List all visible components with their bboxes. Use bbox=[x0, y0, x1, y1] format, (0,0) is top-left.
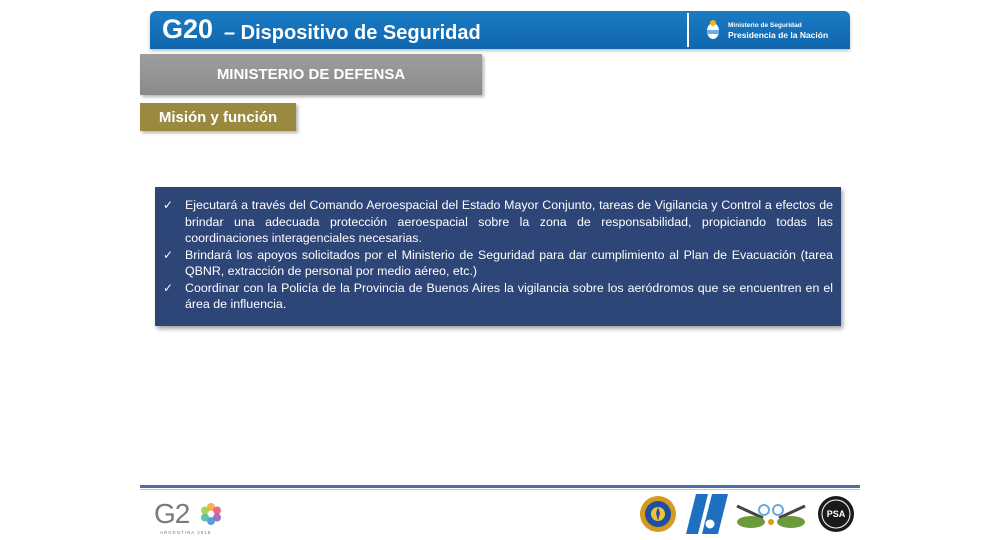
g20-flower-icon bbox=[198, 501, 224, 527]
bullet-text: Brindará los apoyos solicitados por el Ministerio de Seguridad para dar cumplimiento al Plan de Evacuación (tarea QBNR, extracción de personal por medio aéreo, etc.) bbox=[185, 247, 833, 278]
gendarmeria-wings-icon bbox=[733, 496, 809, 534]
header-ministry-line1: Ministerio de Seguridad bbox=[728, 22, 802, 29]
police-badge-icon bbox=[638, 494, 678, 534]
argentina-shield-icon bbox=[706, 19, 720, 41]
header-ministry-line2: Presidencia de la Nación bbox=[728, 30, 829, 40]
check-icon: ✓ bbox=[163, 280, 174, 295]
bullet-item bbox=[163, 247, 833, 280]
footer-divider bbox=[140, 485, 860, 488]
psa-badge-text: PSA bbox=[826, 509, 846, 519]
ministry-banner: MINISTERIO DE DEFENSA bbox=[140, 54, 482, 95]
header-divider bbox=[687, 13, 689, 47]
bullet-item bbox=[163, 280, 833, 313]
header-title-sub: – Dispositivo de Seguridad bbox=[224, 22, 481, 44]
content-box bbox=[155, 187, 841, 326]
footer-divider-thin bbox=[140, 489, 860, 490]
check-icon: ✓ bbox=[163, 198, 174, 212]
bullet-text: Coordinar con la Policía de la Provincia de Buenos Aires la vigilancia sobre los aeródromos que se encuentren en el área de influencia. bbox=[185, 280, 833, 311]
g20-logo-country: ARGENTINA 2018 bbox=[160, 530, 212, 535]
header-bar bbox=[150, 11, 850, 49]
header-title-main: G20 bbox=[162, 14, 214, 44]
check-icon: ✓ bbox=[163, 247, 174, 262]
bullet-text: Ejecutará a través del Comando Aeroespacial del Estado Mayor Conjunto, tareas de Vigilancia y Control a efectos de brindar una adecuada protección aeroespacial sobre la zona de responsabilidad, propiciando todas las coordinaciones interagenciales necesarias. bbox=[185, 198, 833, 245]
bullet-list bbox=[163, 197, 833, 313]
naval-prefecture-icon bbox=[686, 494, 728, 534]
section-tag: Misión y función bbox=[140, 103, 296, 131]
g20-logo-text: G2 bbox=[154, 498, 190, 529]
psa-badge-icon bbox=[816, 494, 856, 534]
bullet-item bbox=[163, 197, 833, 247]
g20-logo bbox=[154, 498, 234, 538]
